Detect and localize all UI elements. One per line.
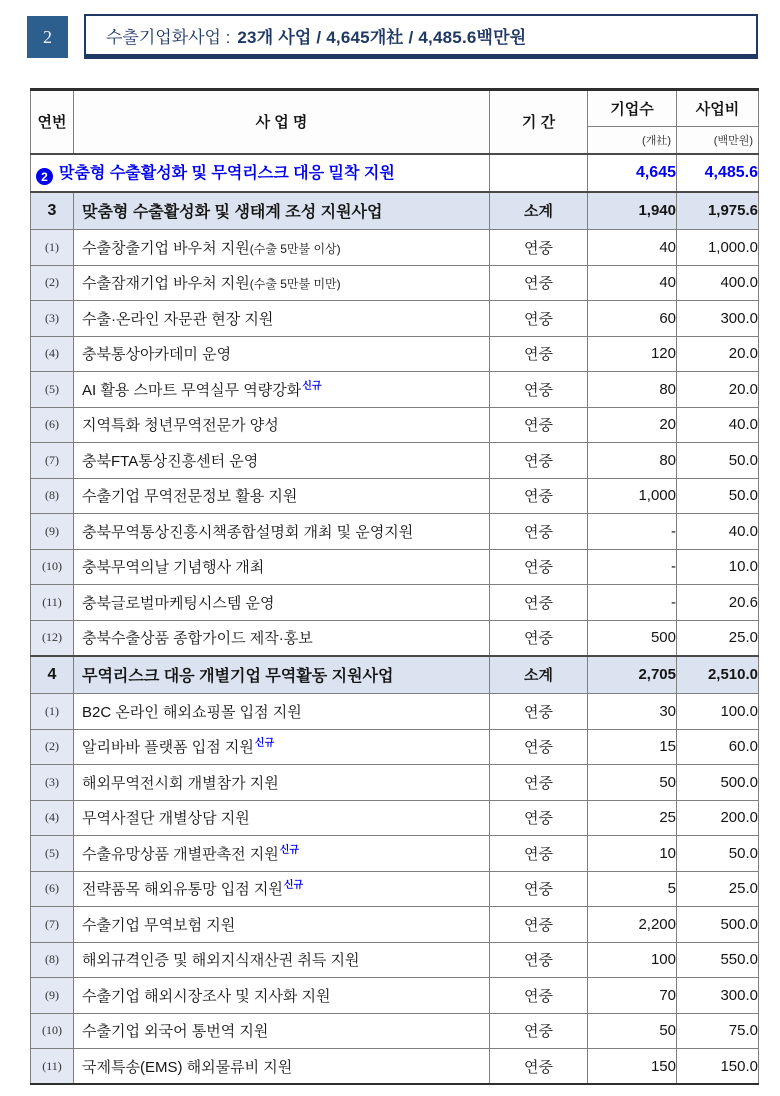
table-row [31, 907, 759, 943]
project-name-cell [74, 478, 490, 514]
row-number-cell: (1) [31, 230, 74, 266]
companies-cell: 150 [588, 1049, 677, 1085]
section-name-cell: 무역리스크 대응 개별기업 무역활동 지원사업 [74, 656, 490, 694]
budget-cell: 300.0 [677, 301, 759, 337]
companies-cell: 10 [588, 836, 677, 872]
project-name: 수출잠재기업 바우처 지원 [82, 275, 250, 293]
project-name: 수출기업 무역전문정보 활용 지원 [82, 488, 298, 506]
table-row [31, 871, 759, 907]
table-row [31, 729, 759, 765]
period-cell: 연중 [490, 478, 588, 514]
budget-cell: 20.6 [677, 585, 759, 621]
project-name-cell [74, 729, 490, 765]
table-row [31, 978, 759, 1014]
new-tag: 신규 [283, 880, 304, 892]
period-cell: 연중 [490, 443, 588, 479]
companies-cell: 20 [588, 407, 677, 443]
row-number-cell: (3) [31, 765, 74, 801]
table-row [31, 407, 759, 443]
companies-cell: 15 [588, 729, 677, 765]
period-cell: 연중 [490, 907, 588, 943]
table-row [31, 1013, 759, 1049]
row-number-cell: (10) [31, 1013, 74, 1049]
project-name-cell [74, 620, 490, 656]
project-note: (수출 5만불 미만) [249, 277, 341, 292]
new-tag: 신규 [279, 844, 300, 856]
column-header-budget: 사업비 [677, 90, 759, 127]
column-header-name: 사 업 명 [74, 90, 490, 154]
period-cell: 연중 [490, 301, 588, 337]
companies-cell: 80 [588, 443, 677, 479]
companies-cell: 50 [588, 765, 677, 801]
table-row [31, 336, 759, 372]
project-name: 충북FTA통상진흥센터 운영 [82, 452, 259, 470]
period-cell: 연중 [490, 265, 588, 301]
summary-companies-cell: 4,645 [588, 154, 677, 192]
budget-cell: 40.0 [677, 514, 759, 550]
companies-cell: 40 [588, 265, 677, 301]
companies-cell: 30 [588, 694, 677, 730]
project-name: 충북무역의날 기념행사 개최 [82, 559, 265, 577]
project-name: 국제특송(EMS) 해외물류비 지원 [82, 1058, 293, 1076]
table-row [31, 620, 759, 656]
table-row [31, 301, 759, 337]
section-subtotal-cell: 소계 [490, 192, 588, 230]
row-number-cell: (4) [31, 800, 74, 836]
budget-cell: 75.0 [677, 1013, 759, 1049]
period-cell: 연중 [490, 942, 588, 978]
budget-cell: 60.0 [677, 729, 759, 765]
companies-cell: 50 [588, 1013, 677, 1049]
page-section-number: 2 [43, 26, 52, 47]
table-body [31, 154, 759, 1085]
budget-cell: 50.0 [677, 836, 759, 872]
circled-number-icon: 2 [36, 168, 53, 185]
budget-cell: 20.0 [677, 372, 759, 408]
period-cell: 연중 [490, 336, 588, 372]
summary-row [31, 154, 759, 192]
table-row [31, 694, 759, 730]
period-cell: 연중 [490, 514, 588, 550]
column-unit-companies: (개社) [588, 127, 677, 154]
table-row [31, 265, 759, 301]
section-row [31, 656, 759, 694]
table-row [31, 765, 759, 801]
project-name: 수출기업 해외시장조사 및 지사화 지원 [82, 987, 331, 1005]
section-companies-cell: 2,705 [588, 656, 677, 694]
project-name: 전략품목 해외유통망 입점 지원 [82, 881, 283, 899]
project-name-cell [74, 336, 490, 372]
table-row [31, 514, 759, 550]
project-name-cell [74, 978, 490, 1014]
column-header-companies: 기업수 [588, 90, 677, 127]
section-companies-cell: 1,940 [588, 192, 677, 230]
companies-cell: - [588, 549, 677, 585]
row-number-cell: (8) [31, 478, 74, 514]
project-name-cell [74, 230, 490, 266]
project-name: 수출·온라인 자문관 현장 지원 [82, 310, 274, 328]
budget-cell: 150.0 [677, 1049, 759, 1085]
project-name: 수출기업 외국어 통번역 지원 [82, 1023, 269, 1041]
table-header [31, 90, 759, 154]
companies-cell: 40 [588, 230, 677, 266]
row-number-cell: (7) [31, 907, 74, 943]
title-banner [84, 14, 758, 59]
row-number-cell: (7) [31, 443, 74, 479]
table-row [31, 372, 759, 408]
companies-cell: 2,200 [588, 907, 677, 943]
project-name: B2C 온라인 해외쇼핑몰 입점 지원 [82, 703, 302, 721]
budget-cell: 500.0 [677, 907, 759, 943]
project-name: 무역사절단 개별상담 지원 [82, 810, 250, 828]
period-cell: 연중 [490, 694, 588, 730]
table-row [31, 836, 759, 872]
project-name: 수출창출기업 바우처 지원 [82, 239, 250, 257]
title-prefix: 수출기업화사업 : [106, 27, 231, 47]
project-name: AI 활용 스마트 무역실무 역량강화 [82, 381, 302, 399]
new-tag: 신규 [254, 738, 275, 750]
project-name-cell [74, 585, 490, 621]
project-name-cell [74, 765, 490, 801]
project-name-cell [74, 1049, 490, 1085]
row-number-cell: (5) [31, 836, 74, 872]
budget-cell: 25.0 [677, 871, 759, 907]
companies-cell: 120 [588, 336, 677, 372]
summary-label: 맞춤형 수출활성화 및 무역리스크 대응 밀착 지원 [59, 164, 395, 182]
new-tag: 신규 [302, 380, 322, 392]
column-header-period: 기 간 [490, 90, 588, 154]
project-name-cell [74, 301, 490, 337]
page-section-number-badge [27, 16, 68, 58]
period-cell: 연중 [490, 1013, 588, 1049]
section-budget-cell: 2,510.0 [677, 656, 759, 694]
row-number-cell: (8) [31, 942, 74, 978]
project-name: 충북통상아카데미 운영 [82, 346, 232, 364]
row-number-cell: (6) [31, 871, 74, 907]
project-name-cell [74, 372, 490, 408]
table-row [31, 443, 759, 479]
table-row [31, 1049, 759, 1085]
companies-cell: 100 [588, 942, 677, 978]
summary-period-cell [490, 154, 588, 192]
row-number-cell: (2) [31, 729, 74, 765]
section-subtotal-cell: 소계 [490, 656, 588, 694]
project-name: 충북무역통상진흥시책종합설명회 개최 및 운영지원 [82, 523, 414, 541]
project-name-cell [74, 265, 490, 301]
summary-label-cell [31, 154, 490, 192]
row-number-cell: (6) [31, 407, 74, 443]
companies-cell: 60 [588, 301, 677, 337]
budget-table [30, 88, 759, 1085]
project-name-cell [74, 514, 490, 550]
period-cell: 연중 [490, 407, 588, 443]
project-name-cell [74, 1013, 490, 1049]
budget-cell: 40.0 [677, 407, 759, 443]
row-number-cell: (9) [31, 978, 74, 1014]
row-number-cell: (11) [31, 1049, 74, 1085]
row-number-cell: (12) [31, 620, 74, 656]
project-name: 충북글로벌마케팅시스템 운영 [82, 594, 275, 612]
project-name: 해외규격인증 및 해외지식재산권 취득 지원 [82, 952, 360, 970]
companies-cell: 70 [588, 978, 677, 1014]
budget-cell: 300.0 [677, 978, 759, 1014]
project-name-cell [74, 549, 490, 585]
period-cell: 연중 [490, 729, 588, 765]
companies-cell: 80 [588, 372, 677, 408]
table-row [31, 230, 759, 266]
companies-cell: 1,000 [588, 478, 677, 514]
project-name: 해외무역전시회 개별참가 지원 [82, 774, 279, 792]
section-number-cell: 3 [31, 192, 74, 230]
period-cell: 연중 [490, 585, 588, 621]
companies-cell: - [588, 585, 677, 621]
period-cell: 연중 [490, 230, 588, 266]
companies-cell: 500 [588, 620, 677, 656]
table-row [31, 800, 759, 836]
table-row [31, 585, 759, 621]
column-header-no: 연번 [31, 90, 74, 154]
project-name-cell [74, 907, 490, 943]
section-budget-cell: 1,975.6 [677, 192, 759, 230]
budget-cell: 400.0 [677, 265, 759, 301]
project-name-cell [74, 942, 490, 978]
companies-cell: 5 [588, 871, 677, 907]
project-name: 알리바바 플랫폼 입점 지원 [82, 739, 254, 757]
table-row [31, 549, 759, 585]
companies-cell: - [588, 514, 677, 550]
period-cell: 연중 [490, 836, 588, 872]
project-name-cell [74, 443, 490, 479]
section-row [31, 192, 759, 230]
budget-cell: 50.0 [677, 478, 759, 514]
row-number-cell: (11) [31, 585, 74, 621]
budget-cell: 20.0 [677, 336, 759, 372]
project-name-cell [74, 407, 490, 443]
row-number-cell: (4) [31, 336, 74, 372]
project-name: 충북수출상품 종합가이드 제작·홍보 [82, 630, 313, 647]
budget-cell: 200.0 [677, 800, 759, 836]
companies-cell: 25 [588, 800, 677, 836]
project-name-cell [74, 800, 490, 836]
budget-cell: 500.0 [677, 765, 759, 801]
column-unit-budget: (백만원) [677, 127, 759, 154]
row-number-cell: (3) [31, 301, 74, 337]
project-name: 지역특화 청년무역전문가 양성 [82, 417, 279, 435]
summary-budget-cell: 4,485.6 [677, 154, 759, 192]
period-cell: 연중 [490, 549, 588, 585]
period-cell: 연중 [490, 871, 588, 907]
table-row [31, 478, 759, 514]
period-cell: 연중 [490, 800, 588, 836]
section-name-cell: 맞춤형 수출활성화 및 생태계 조성 지원사업 [74, 192, 490, 230]
budget-cell: 50.0 [677, 443, 759, 479]
budget-cell: 550.0 [677, 942, 759, 978]
project-name-cell [74, 871, 490, 907]
budget-cell: 1,000.0 [677, 230, 759, 266]
period-cell: 연중 [490, 1049, 588, 1085]
period-cell: 연중 [490, 765, 588, 801]
title-main: 23개 사업 / 4,645개社 / 4,485.6백만원 [237, 27, 527, 47]
project-name-cell [74, 694, 490, 730]
row-number-cell: (5) [31, 372, 74, 408]
project-name: 수출유망상품 개별판촉전 지원 [82, 845, 279, 863]
row-number-cell: (10) [31, 549, 74, 585]
project-note: (수출 5만불 이상) [249, 241, 341, 256]
budget-cell: 10.0 [677, 549, 759, 585]
budget-cell: 100.0 [677, 694, 759, 730]
period-cell: 연중 [490, 620, 588, 656]
row-number-cell: (1) [31, 694, 74, 730]
table-row [31, 942, 759, 978]
period-cell: 연중 [490, 978, 588, 1014]
period-cell: 연중 [490, 372, 588, 408]
row-number-cell: (9) [31, 514, 74, 550]
row-number-cell: (2) [31, 265, 74, 301]
project-name: 수출기업 무역보험 지원 [82, 916, 236, 934]
section-number-cell: 4 [31, 656, 74, 694]
budget-cell: 25.0 [677, 620, 759, 656]
project-name-cell [74, 836, 490, 872]
